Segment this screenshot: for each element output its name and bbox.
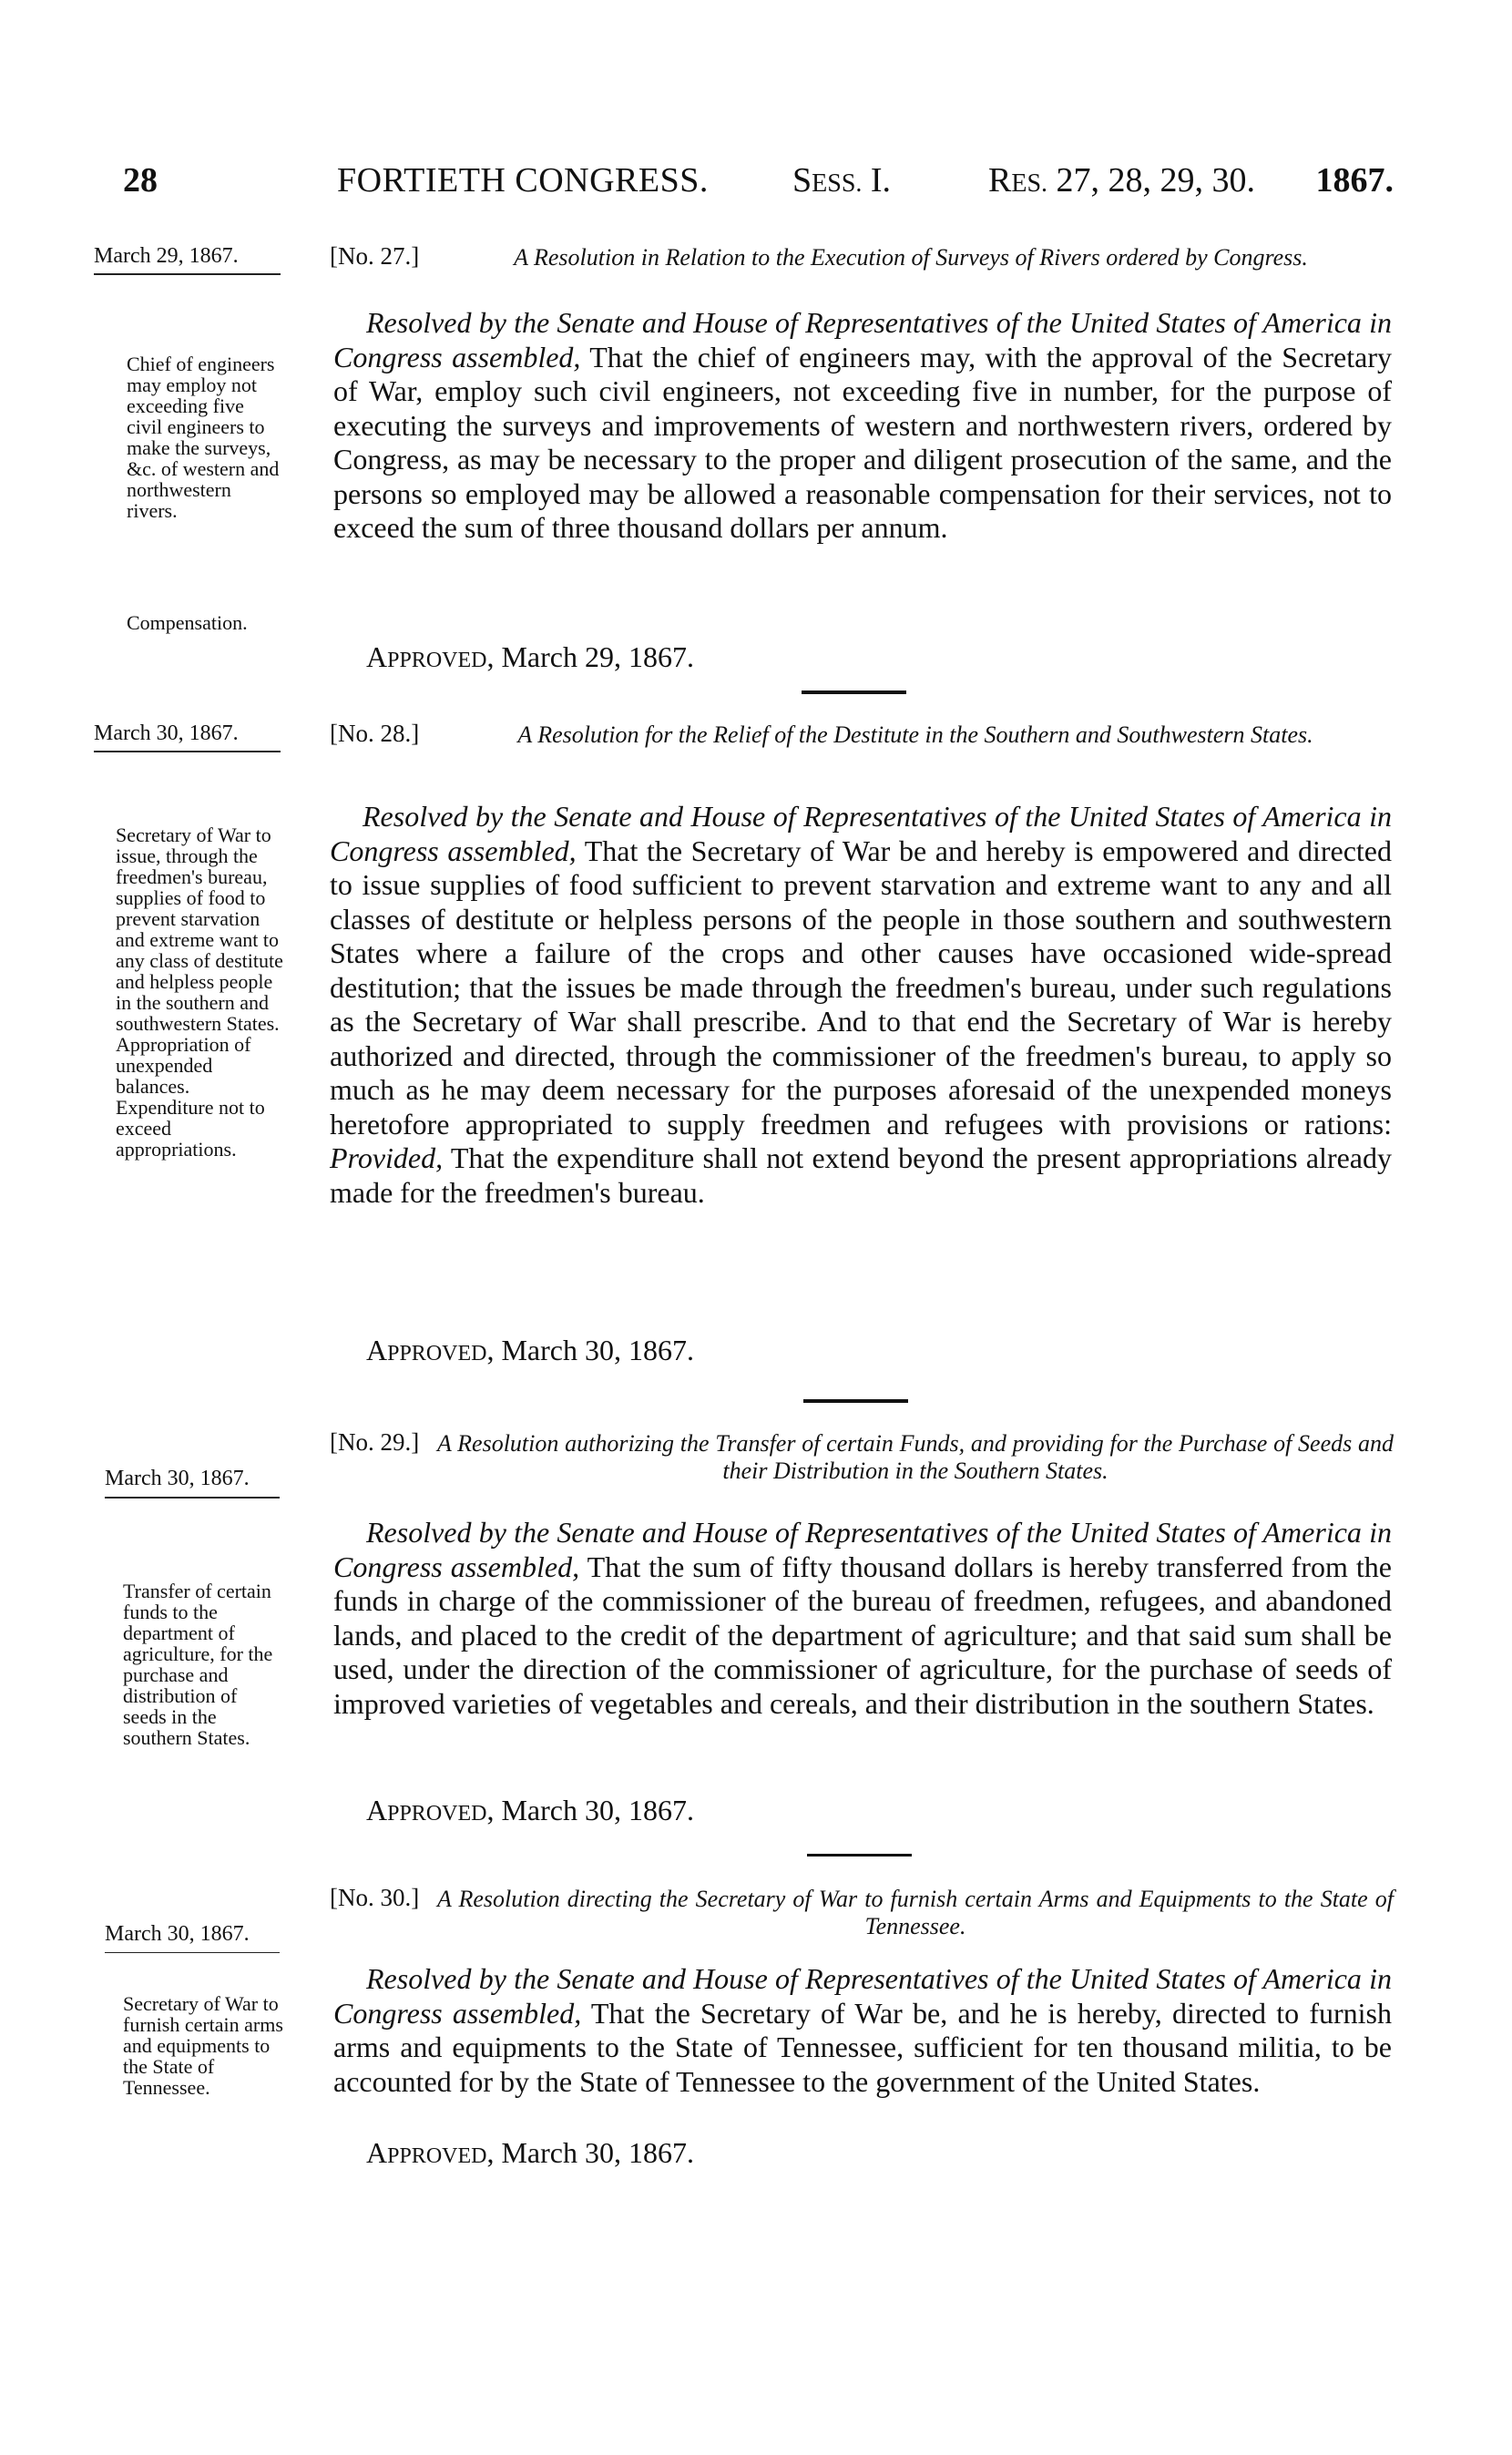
enacting-clause: Resolved by the Senate and House of Representatives of the United States of America in Congress assembled, [333,1962,1392,2030]
margin-note [107,353,280,521]
margin-note-entry: Secretary of War to furnish certain arms and equipments to the State of Tennessee. [123,1992,283,2099]
session-prefix: S [792,161,812,199]
session-rest: ESS. [812,169,863,198]
resolution-number: [No. 29.] [330,1428,420,1456]
margin-note [103,1580,285,1748]
resolution-body [333,1962,1392,2099]
margin-note-entry: Secretary of War to issue, through the freedmen's bureau, supplies of food to prevent starvation and extreme want to any class of destitute and helpless people in the southern and southwestern States. [116,823,283,1035]
resolution-body [333,1516,1392,1721]
date-underline [94,751,281,752]
section-divider [803,1399,908,1403]
enacting-clause: Resolved by the Senate and House of Representatives of the United States of America in Congress assembled, [333,306,1392,373]
resolution-text: That the sum of fifty thousand dollars is hereby transferred from the funds in charge of the commissioner of the bureau of freedmen, refugees, and abandoned lands, and placed to the credit of the department of agriculture; and that said sum shall be used, under the direction of the commissioner of agriculture, for the purchase of seeds of improved varieties of vegetables and cereals, and their distribution in the southern States. [333,1550,1393,1720]
resolution-text: That the chief of engineers may, with the approval of the Secretary of War, employ such civil engineers, not exceeding five in number, for the purpose of executing the surveys and improvements of western and northwestern rivers, ordered by Congress, as may be necessary to the proper and diligent prosecution of the same, and the persons so employed may be allowed a reasonable compensation for their services, not to exceed the sum of three thousand dollars per annum. [333,340,1392,544]
approved-date: , March 29, 1867. [486,640,694,673]
section-divider [807,1854,912,1857]
date-underline [105,1952,280,1953]
approval-line: APPROVED, March 30, 1867. [366,2136,694,2169]
resolution-title: A Resolution for the Relief of the Destitute in the Southern and Southwestern States. [517,721,1313,748]
resolution-number: [No. 30.] [330,1884,420,1911]
session-label [792,160,891,200]
proviso: Provided, [330,1141,444,1174]
page-number: 28 [123,161,158,199]
margin-note-entry: Appropriation of unexpended balances. [116,1033,251,1098]
resolution-date: March 30, 1867. [94,721,239,745]
margin-note [107,612,280,633]
resolution-number: [No. 27.] [330,242,420,270]
approved-date: , March 30, 1867. [486,1794,694,1826]
resolution-title: A Resolution directing the Secretary of War to furnish certain Arms and Equipments to the State of Tennessee. [437,1886,1394,1939]
approval-line: APPROVED, March 29, 1867. [366,640,694,673]
approved-date: , March 30, 1867. [486,2136,694,2169]
resolutions-range [988,160,1255,200]
resolution-number: [No. 28.] [330,720,420,747]
resolution-body [330,800,1392,1210]
margin-note [103,1993,285,2098]
margin-note-entry: Chief of engineers may employ not exceeding five civil engineers to make the surveys, &c. of western and northwestern rivers. [127,353,280,522]
date-underline [94,273,281,275]
section-divider [802,690,906,694]
approval-line: APPROVED, March 30, 1867. [366,1794,694,1826]
resolution-text: That the Secretary of War be, and he is hereby, directed to furnish arms and equipments to the State of Tennessee, sufficient for ten thousand militia, to be accounted for by the State of Tennessee to the government of the United States. [333,1996,1393,2098]
margin-note-entry: Expenditure not to exceed appropriations. [116,1096,265,1161]
congress-title: FORTIETH CONGRESS. [337,161,709,199]
res-numbers: 27, 28, 29, 30. [1056,161,1256,199]
res-prefix: R [988,161,1012,199]
res-rest: ES. [1011,169,1048,198]
resolution-date: March 29, 1867. [94,244,239,268]
margin-note-entry: Compensation. [127,611,248,634]
margin-note [96,824,287,1160]
approved-date: , March 30, 1867. [486,1334,694,1366]
resolution-date: March 30, 1867. [105,1922,250,1946]
resolution-body [333,306,1392,546]
margin-note-entry: Transfer of certain funds to the department of agriculture, for the purchase and distribution of seeds in the southern States. [123,1580,273,1749]
approval-line: APPROVED, March 30, 1867. [366,1334,694,1366]
running-head [123,160,1394,206]
enacting-clause: Resolved by the Senate and House of Representatives of the United States of America in Congress assembled, [330,800,1392,867]
session-number: I. [870,161,892,199]
resolution-date: March 30, 1867. [105,1467,250,1490]
resolution-text: That the Secretary of War be and hereby is empowered and directed to issue supplies of food sufficient to prevent starvation and extreme want to any and all classes of destitute or helpless persons of the people in those southern and southwestern States where a failure of the crops and other causes have occasioned wide-spread destitution; that the issues be made through the freedmen's bureau, under such regulations as the Secretary of War shall prescribe. And to that end the Secretary of War is hereby authorized and directed, through the commissioner of the freedmen's bureau, to apply so much as he may deem necessary for the purposes aforesaid of the unexpended moneys heretofore appropriated to supply freedmen and refugees with provisions or rations: [330,834,1393,1141]
resolution-title: A Resolution authorizing the Transfer of certain Funds, and providing for the Purchase of Seeds and their Distribution in the Southern States. [437,1430,1394,1484]
resolution-text-cont: That the expenditure shall not extend beyond the present appropriations already made for the freedmen's bureau. [330,1141,1392,1209]
date-underline [105,1497,280,1499]
enacting-clause: Resolved by the Senate and House of Representatives of the United States of America in Congress assembled, [333,1516,1392,1583]
resolution-title: A Resolution in Relation to the Execution of Surveys of Rivers ordered by Congress. [514,244,1308,271]
year: 1867. [1315,161,1394,199]
